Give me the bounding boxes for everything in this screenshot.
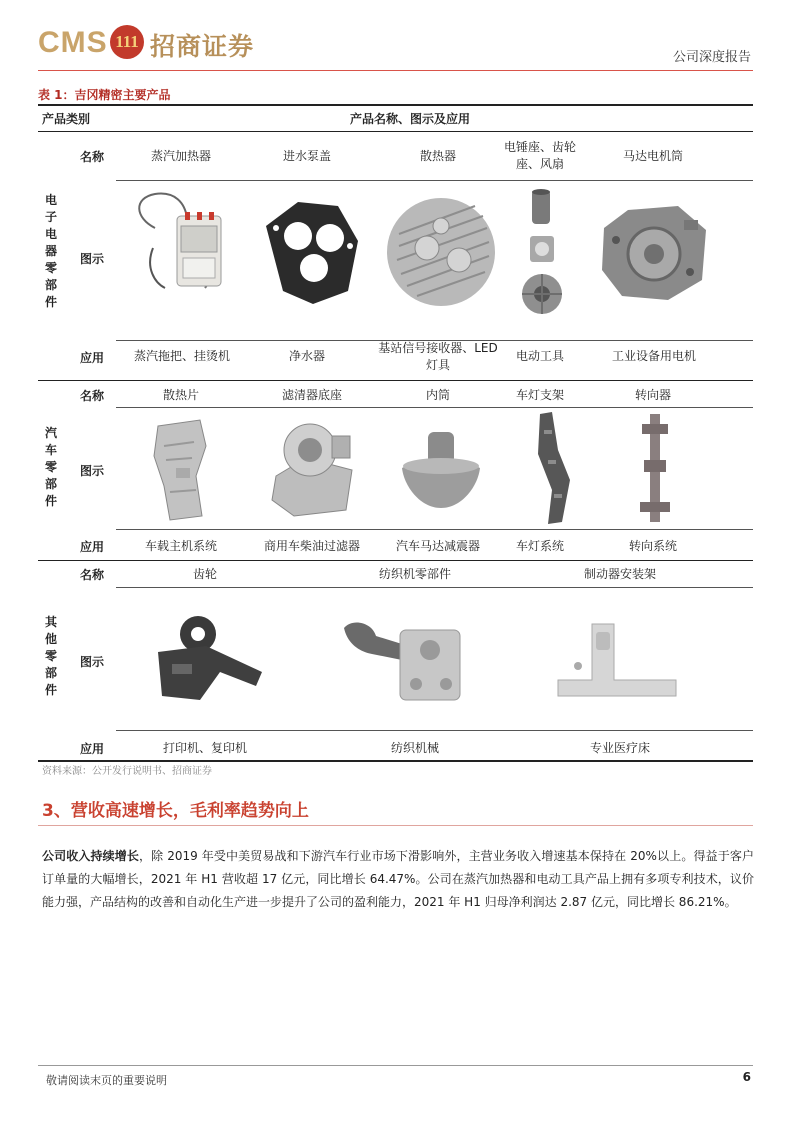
product-usage: 纺织机械 (390, 741, 439, 755)
row-divider (116, 529, 753, 530)
table-header-rule (38, 131, 753, 132)
product-name: 电锤座、齿轮座、风扇 (503, 140, 576, 171)
row-label-image: 图示 (80, 655, 105, 669)
paragraph-text: ，除 2019 年受中美贸易战和下游汽车行业市场下滑影响外，主营业务收入增速基本保持在 20%以上。得益于客户订单量的大幅增长，2021 年 H1 营收超 17 亿元，同比增长 64.47%。公司在蒸汽加热器和电动工具产品上拥有多项专利技术，议价能力强，产品结构的改善和自动化生产进一步提升了公司的盈利能力，2021 年 H1 归母净利润达 2.87 亿元，同比增长 86.21%。 (42, 849, 754, 909)
lamp-bracket-image (526, 410, 576, 526)
footer-divider (38, 1065, 753, 1066)
group-divider (38, 380, 753, 381)
product-name: 散热片 (162, 388, 199, 402)
product-usage: 基站信号接收器、LED 灯具 (378, 341, 498, 372)
table-top-rule (38, 104, 753, 106)
brake-mount-image (552, 620, 680, 702)
pump-cover-image (258, 196, 362, 308)
product-usage: 工业设备用电机 (611, 349, 696, 363)
row-label-image: 图示 (80, 252, 105, 266)
gear-image (150, 612, 266, 704)
motor-housing-image (598, 200, 710, 304)
product-name: 散热器 (419, 149, 456, 163)
category-electronic: 电子电器零部件 (44, 193, 57, 309)
row-label-name: 名称 (80, 568, 105, 582)
product-usage: 转向系统 (628, 539, 677, 553)
product-usage: 专业医疗床 (589, 741, 650, 755)
product-name: 制动器安装架 (583, 567, 656, 581)
product-name: 车灯支架 (515, 388, 564, 402)
product-name: 转向器 (634, 388, 671, 402)
product-usage: 电动工具 (515, 349, 564, 363)
steering-image (634, 410, 678, 526)
filter-base-image (266, 416, 362, 520)
page-number: 6 (742, 1070, 751, 1084)
section-divider (38, 825, 753, 826)
logo-badge-icon: 111 (110, 25, 144, 59)
product-usage: 车载主机系统 (144, 539, 217, 553)
column-header-products: 产品名称、图示及应用 (350, 112, 471, 126)
logo-cms: CMS (38, 26, 108, 59)
row-label-usage: 应用 (80, 351, 105, 365)
row-label-name: 名称 (80, 150, 105, 164)
column-header-category: 产品类别 (42, 112, 91, 126)
footer-note: 敬请阅读末页的重要说明 (46, 1074, 167, 1087)
row-label-usage: 应用 (80, 540, 105, 554)
row-label-name: 名称 (80, 389, 105, 403)
row-divider (116, 407, 753, 408)
report-type-label: 公司深度报告 (672, 50, 751, 65)
product-usage: 汽车马达减震器 (395, 539, 480, 553)
product-usage: 打印机、复印机 (162, 741, 247, 755)
steam-heater-image (125, 188, 237, 300)
product-name: 蒸汽加热器 (150, 149, 211, 163)
paragraph-lead: 公司收入持续增长 (42, 849, 140, 863)
table-title: 表 1：吉冈精密主要产品 (38, 88, 171, 102)
row-divider (116, 587, 753, 588)
logo-chinese: 招商证券 (150, 32, 255, 61)
textile-part-image (342, 614, 470, 704)
product-name: 马达电机筒 (622, 149, 683, 163)
product-name: 纺织机零部件 (378, 567, 451, 581)
table-source: 资料来源：公开发行说明书、招商证券 (42, 766, 212, 777)
row-label-usage: 应用 (80, 742, 105, 756)
hammer-gear-fan-image (520, 186, 564, 322)
group-divider (38, 560, 753, 561)
heat-fin-image (150, 416, 214, 524)
product-name: 滤清器底座 (281, 388, 342, 402)
product-usage: 商用车柴油过滤器 (263, 539, 360, 553)
header-divider (38, 70, 753, 71)
product-name: 齿轮 (192, 567, 217, 581)
category-auto: 汽车零部件 (44, 426, 57, 508)
row-divider (116, 180, 753, 181)
product-name: 内筒 (425, 388, 450, 402)
heat-sink-image (385, 196, 497, 308)
category-other: 其他零部件 (44, 615, 57, 697)
inner-tube-image (398, 430, 484, 512)
product-usage: 车灯系统 (515, 539, 564, 553)
product-usage: 蒸汽拖把、挂烫机 (133, 349, 230, 363)
product-usage: 净水器 (288, 349, 325, 363)
product-name: 进水泵盖 (282, 149, 331, 163)
body-paragraph (42, 845, 754, 914)
section-heading: 3、营收高速增长，毛利率趋势向上 (42, 801, 309, 821)
row-divider (116, 730, 753, 731)
row-label-image: 图示 (80, 464, 105, 478)
